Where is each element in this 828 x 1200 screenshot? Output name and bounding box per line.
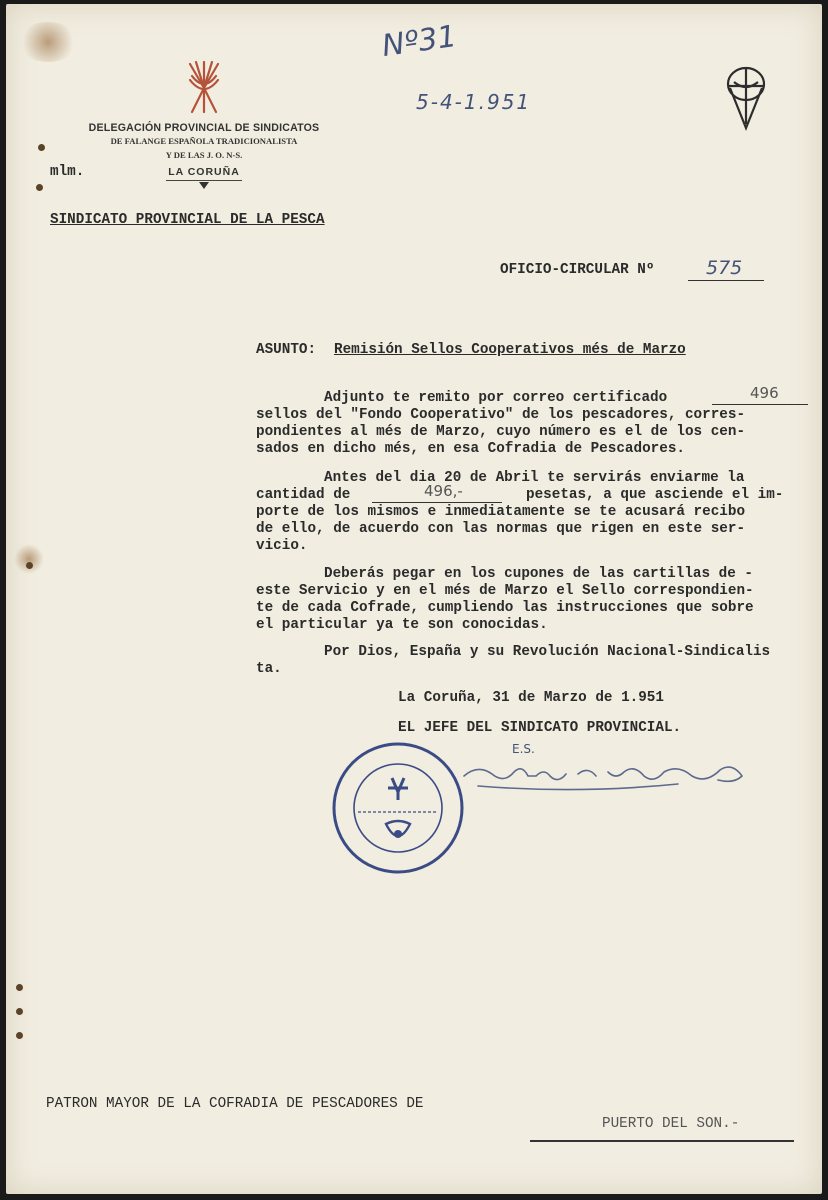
amount-line — [372, 502, 502, 503]
letterhead-line-2: DE FALANGE ESPAÑOLA TRADICIONALISTA — [110, 136, 298, 146]
stamp-count: 496 — [750, 384, 779, 402]
circular-label: OFICIO-CIRCULAR Nº — [500, 262, 655, 278]
document-page — [6, 4, 822, 1194]
recipient-port: PUERTO DEL SON.- — [602, 1116, 740, 1132]
letterhead-line-3: Y DE LAS J. O. N-S. — [165, 150, 243, 160]
body-line: de ello, de acuerdo con las normas que rigen en este ser- — [256, 521, 746, 537]
letterhead-city: LA CORUÑA — [168, 166, 240, 178]
punch-hole — [26, 562, 33, 569]
body-line: pondientes al més de Marzo, cuyo número es el de los cen- — [256, 424, 746, 440]
signer-title: EL JEFE DEL SINDICATO PROVINCIAL. — [398, 720, 682, 736]
punch-hole — [16, 984, 23, 991]
body-line: ta. — [256, 661, 282, 677]
handwritten-document-number: Nº31 — [379, 18, 459, 65]
official-seal-stamp — [328, 738, 468, 878]
circular-number-line — [688, 280, 764, 281]
signature-image — [458, 754, 758, 798]
subject-label: ASUNTO: — [256, 342, 317, 358]
body-line: Deberás pegar en los cupones de las cartillas de - — [324, 566, 753, 582]
body-line: Adjunto te remito por correo certificado — [324, 390, 668, 406]
body-line: sellos del "Fondo Cooperativo" de los pescadores, corres- — [256, 407, 746, 423]
recipient: PATRON MAYOR DE LA COFRADIA DE PESCADORES DE — [46, 1096, 424, 1112]
stamp-count-line — [712, 404, 808, 405]
recipient-port-line — [530, 1140, 794, 1142]
yoke-arrows-emblem-icon — [182, 58, 226, 116]
handwritten-initials: E.S. — [512, 742, 535, 756]
punch-hole — [16, 1032, 23, 1039]
handwritten-date: 5-4-1.951 — [416, 90, 532, 114]
punch-hole — [36, 184, 43, 191]
letterhead-divider — [166, 180, 242, 181]
circular-number: 575 — [706, 257, 743, 279]
body-line: el particular ya te son conocidas. — [256, 617, 548, 633]
body-line: cantidad de — [256, 487, 351, 503]
syndicate-emblem-icon — [724, 62, 768, 132]
ink-stain — [18, 22, 78, 62]
ink-stain — [14, 544, 44, 574]
body-line: sados en dicho més, en esa Cofradia de Pescadores. — [256, 441, 685, 457]
reference-initials: mlm. — [50, 164, 85, 180]
punch-hole — [16, 1008, 23, 1015]
body-line: porte de los mismos e inmediatamente se te acusará recibo — [256, 504, 746, 520]
body-line: vicio. — [256, 538, 308, 554]
body-line: te de cada Cofrade, cumpliendo las instrucciones que sobre — [256, 600, 754, 616]
body-line: Por Dios, España y su Revolución Nacional-Sindicalis — [324, 644, 771, 660]
body-line: pesetas, a que asciende el im- — [526, 487, 784, 503]
amount: 496,- — [424, 482, 463, 500]
sender-name: SINDICATO PROVINCIAL DE LA PESCA — [50, 212, 325, 228]
subject-text: Remisión Sellos Cooperativos més de Marzo — [334, 342, 686, 358]
triangle-marker-icon — [199, 182, 209, 190]
place-and-date: La Coruña, 31 de Marzo de 1.951 — [398, 690, 664, 706]
letterhead-line-1: DELEGACIÓN PROVINCIAL DE SINDICATOS — [88, 122, 320, 134]
punch-hole — [38, 144, 45, 151]
body-line: Antes del dia 20 de Abril te servirás enviarme la — [324, 470, 745, 486]
body-line: este Servicio y en el més de Marzo el Sello correspondien- — [256, 583, 754, 599]
